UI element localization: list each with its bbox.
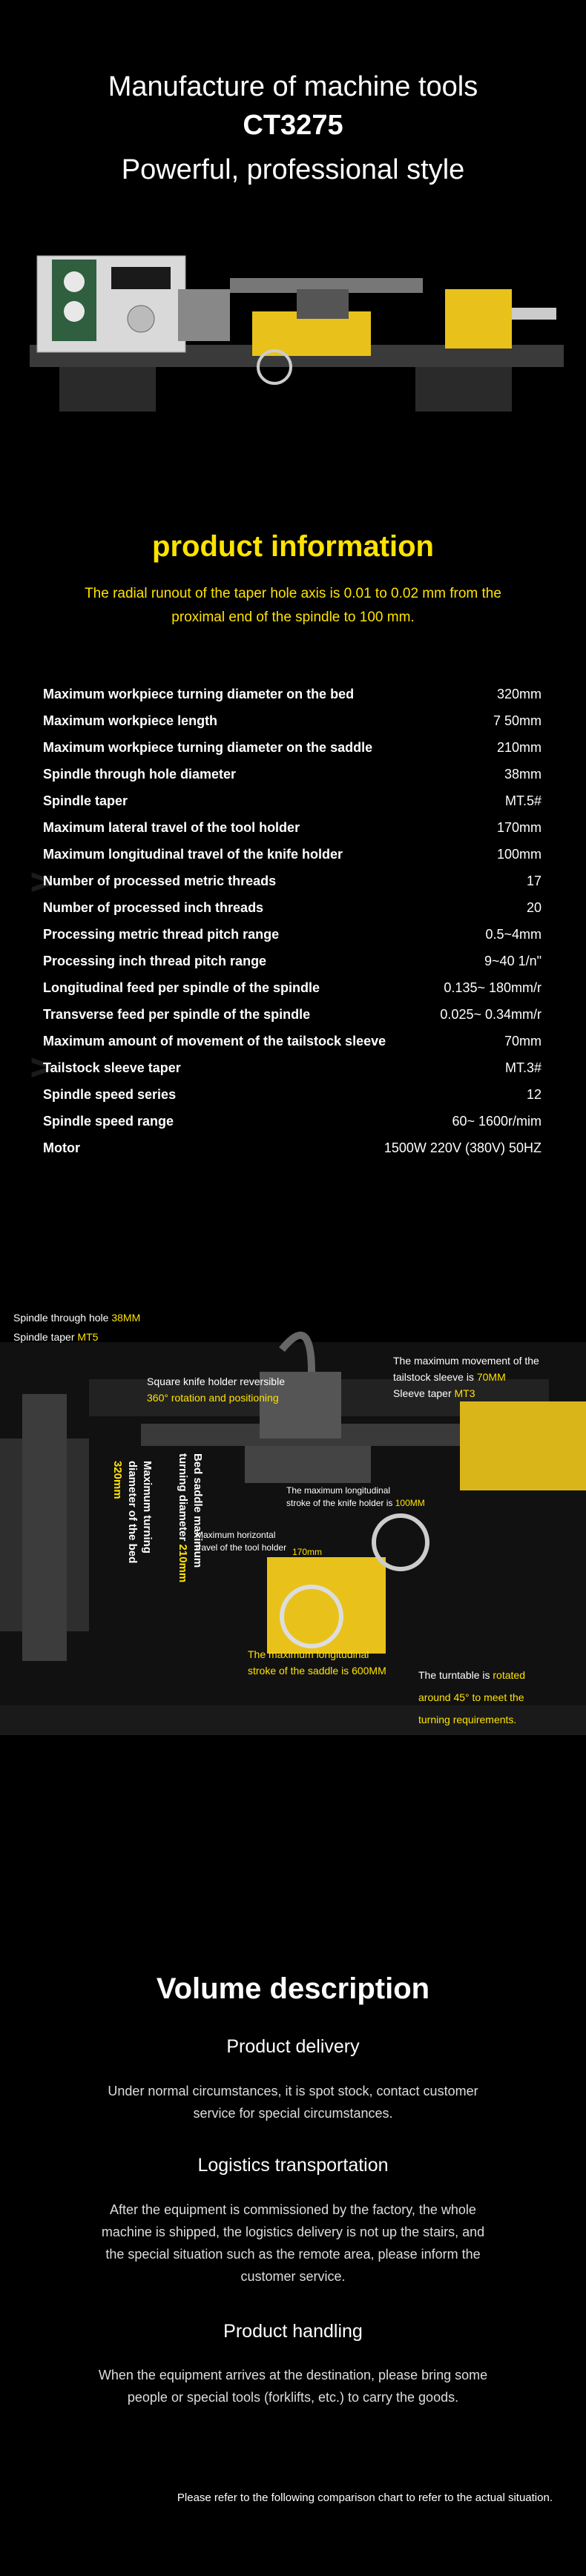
spec-label: Processing inch thread pitch range bbox=[43, 954, 267, 968]
label-long-stroke: The maximum longitudinal stroke of the knife holder is 100MM bbox=[286, 1485, 425, 1508]
spec-value: 0.025~ 0.34mm/r bbox=[440, 1007, 541, 1022]
spec-value: 0.135~ 180mm/r bbox=[444, 980, 541, 995]
label-knife-holder: Square knife holder reversible 360° rotation and positioning bbox=[147, 1375, 285, 1404]
spec-row bbox=[43, 948, 541, 974]
delivery-heading: Product delivery bbox=[226, 2036, 360, 2057]
hero-section bbox=[0, 0, 586, 445]
spec-row bbox=[43, 707, 541, 734]
hero-line3: Powerful, professional style bbox=[121, 154, 465, 185]
hero-model: CT3275 bbox=[243, 110, 343, 141]
spec-value: 17 bbox=[526, 873, 541, 888]
spec-row bbox=[43, 841, 541, 868]
spec-label: Tailstock sleeve taper bbox=[43, 1060, 181, 1075]
spec-row bbox=[43, 1054, 541, 1081]
spec-label: Maximum workpiece turning diameter on the bed bbox=[43, 687, 355, 701]
spec-value: MT.5# bbox=[504, 793, 541, 808]
spec-table bbox=[43, 681, 541, 1161]
handling-text: When the equipment arrives at the destination, please bring some people or special tools (forklifts, etc.) to carry the goods. bbox=[98, 2368, 488, 2405]
spec-value: 320mm bbox=[496, 687, 541, 701]
label-turntable: The turntable is rotated around 45° to meet the turning requirements. bbox=[418, 1669, 525, 1725]
spec-label: Spindle speed series bbox=[43, 1087, 177, 1102]
spec-label: Maximum workpiece length bbox=[43, 713, 218, 728]
hero-line1: Manufacture of machine tools bbox=[108, 71, 478, 102]
spec-row bbox=[43, 868, 541, 894]
spec-row bbox=[43, 894, 541, 921]
spec-value: 70mm bbox=[504, 1034, 541, 1048]
spec-value: 20 bbox=[526, 900, 541, 915]
watermark-logo: ᐳ bbox=[30, 868, 53, 898]
spec-value: 1500W 220V (380V) 50HZ bbox=[383, 1140, 541, 1155]
spec-label: Longitudinal feed per spindle of the spindle bbox=[43, 980, 320, 995]
spec-value: 38mm bbox=[504, 767, 541, 782]
volume-title: Volume description bbox=[156, 1972, 430, 2005]
spec-label: Transverse feed per spindle of the spindle bbox=[43, 1007, 311, 1022]
spec-row bbox=[43, 814, 541, 841]
footnote: Please refer to the following comparison chart to refer to the actual situation. bbox=[177, 2491, 553, 2504]
spec-row bbox=[43, 761, 541, 787]
spec-label: Processing metric thread pitch range bbox=[43, 927, 280, 942]
handling-heading: Product handling bbox=[223, 2321, 363, 2342]
label-bed-diameter: Maximum turning diameter of the bed 320mm bbox=[111, 1461, 154, 1564]
spec-value: 210mm bbox=[496, 740, 541, 755]
spec-row bbox=[43, 787, 541, 814]
spec-row bbox=[43, 734, 541, 761]
product-info-title: product information bbox=[152, 530, 434, 563]
spec-label: Maximum amount of movement of the tailstock sleeve bbox=[43, 1034, 386, 1048]
spec-label: Maximum longitudinal travel of the knife holder bbox=[43, 847, 343, 862]
spec-label: Spindle taper bbox=[43, 793, 128, 808]
label-spindle-taper: Spindle taper MT5 bbox=[13, 1331, 99, 1343]
label-horizontal-travel: Maximum horizontal travel of the tool holder bbox=[196, 1530, 287, 1553]
spec-label: Spindle through hole diameter bbox=[43, 767, 237, 782]
spec-value: 60~ 1600r/mim bbox=[452, 1114, 541, 1129]
spec-row bbox=[43, 1001, 541, 1028]
label-tailstock: The maximum movement of the tailstock sleeve is 70MM Sleeve taper MT3 bbox=[393, 1355, 539, 1399]
label-saddle-diameter: Bed saddle maximum turning diameter 210mm bbox=[177, 1453, 204, 1583]
spec-value: 7 50mm bbox=[493, 713, 541, 728]
spec-label: Spindle speed range bbox=[43, 1114, 174, 1129]
delivery-text: Under normal circumstances, it is spot stock, contact customer service for special circumstances. bbox=[108, 2084, 478, 2121]
spec-value: 9~40 1/n" bbox=[484, 954, 541, 968]
spec-row bbox=[43, 1028, 541, 1054]
watermark-logo: ᐳ bbox=[30, 1053, 53, 1083]
spec-value: 12 bbox=[526, 1087, 541, 1102]
lathe-photo bbox=[30, 237, 564, 423]
logistics-heading: Logistics transportation bbox=[197, 2155, 389, 2176]
spec-label: Maximum workpiece turning diameter on the saddle bbox=[43, 740, 373, 755]
spec-row bbox=[43, 1108, 541, 1135]
spec-row bbox=[43, 1081, 541, 1108]
feature-diagram bbox=[0, 1290, 586, 1876]
product-info-subtitle: The radial runout of the taper hole axis is 0.01 to 0.02 mm from the proximal end of the spindle to 100 mm. bbox=[85, 586, 501, 625]
spec-row bbox=[43, 921, 541, 948]
spec-row bbox=[43, 681, 541, 707]
logistics-text: After the equipment is commissioned by the factory, the whole machine is shipped, the logistics delivery is not up the stairs, and the special situation such as the remote area, please inform the customer service. bbox=[101, 2202, 485, 2284]
spec-value: 0.5~4mm bbox=[485, 927, 541, 942]
label-spindle-hole: Spindle through hole 38MM bbox=[13, 1312, 141, 1324]
spec-row bbox=[43, 974, 541, 1001]
spec-label: Number of processed metric threads bbox=[43, 873, 277, 888]
spec-label: Motor bbox=[43, 1140, 80, 1155]
spec-row bbox=[43, 1135, 541, 1161]
spec-value: 100mm bbox=[496, 847, 541, 862]
label-horizontal-value: 170mm bbox=[292, 1547, 323, 1557]
label-saddle-stroke: The maximum longitudinal stroke of the saddle is 600MM bbox=[248, 1648, 386, 1677]
spec-label: Number of processed inch threads bbox=[43, 900, 264, 915]
spec-value: MT.3# bbox=[504, 1060, 541, 1075]
spec-label: Maximum lateral travel of the tool holder bbox=[43, 820, 300, 835]
spec-value: 170mm bbox=[496, 820, 541, 835]
